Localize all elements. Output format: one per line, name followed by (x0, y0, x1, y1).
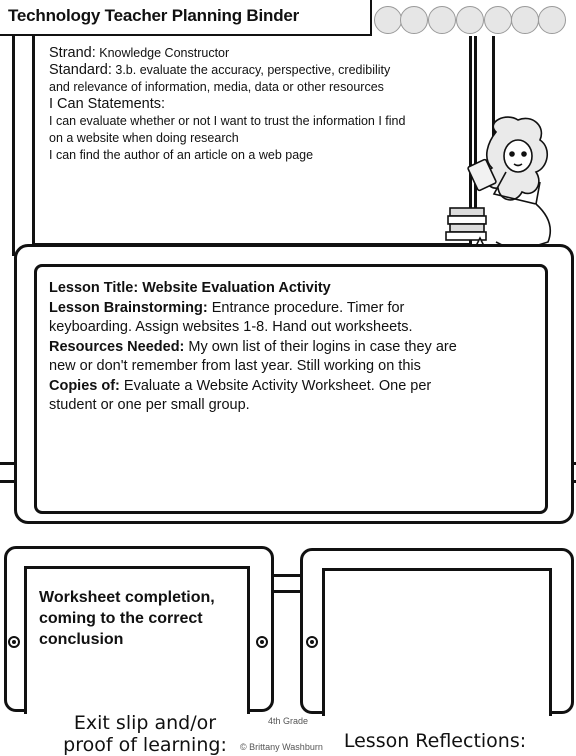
header-bar (0, 0, 372, 36)
decorative-circle (428, 6, 456, 34)
exit-slip-line: coming to the correct (39, 610, 203, 627)
resources-text-cont: new or don't remember from last year. Still working on this (49, 358, 421, 374)
strand-value: Knowledge Constructor (99, 46, 230, 60)
ican-statement: I can find the author of an article on a web page (49, 148, 314, 162)
decorative-circle (456, 6, 484, 34)
frame-line (270, 590, 300, 593)
copies-text-cont: student or one per small group. (49, 397, 250, 413)
decorative-circle (484, 6, 512, 34)
lesson-panel (34, 264, 548, 514)
lesson-title: Lesson Title: Website Evaluation Activity (49, 280, 331, 296)
caption-line: Exit slip and/or (73, 712, 217, 734)
exit-slip-text (39, 587, 249, 650)
resources-label: Resources Needed: (49, 338, 185, 355)
brainstorm-text: Entrance procedure. Timer for (211, 299, 405, 316)
page-title: Technology Teacher Planning Binder (8, 6, 300, 25)
exit-slip-caption (30, 712, 260, 756)
strand-label: Strand: (49, 45, 96, 61)
copies-label: Copies of: (49, 377, 120, 394)
header-divider (370, 0, 372, 36)
ican-statement-cont: on a website when doing research (49, 131, 239, 145)
decorative-circle (374, 6, 402, 34)
decorative-circle (538, 6, 566, 34)
standard-label: Standard: (49, 62, 112, 78)
ican-statement: I can evaluate whether or not I want to trust the information I find (49, 114, 406, 128)
resources-text: My own list of their logins in case they are (188, 338, 457, 355)
brainstorm-label: Lesson Brainstorming: (49, 299, 208, 316)
tablet-dot-icon (8, 636, 20, 648)
tablet-home-button-icon (256, 636, 268, 648)
decorative-circle (511, 6, 539, 34)
exit-slip-line: Worksheet completion, (39, 589, 215, 606)
tablet-dot-icon (306, 636, 318, 648)
standard-panel (32, 36, 472, 246)
credit-label: © Brittany Washburn (240, 742, 323, 752)
exit-slip-line: conclusion (39, 631, 124, 648)
brainstorm-text-cont: keyboarding. Assign websites 1-8. Hand out worksheets. (49, 319, 413, 335)
standard-text (49, 45, 469, 164)
ican-label: I Can Statements: (49, 96, 166, 112)
reflection-panel (322, 568, 552, 716)
frame-line (12, 36, 15, 256)
standard-value: 3.b. evaluate the accuracy, perspective, credibility (115, 63, 391, 77)
caption-line: proof of learning: (63, 734, 227, 756)
exit-slip-panel (24, 566, 250, 714)
frame-line (270, 574, 300, 577)
lesson-text (49, 279, 543, 416)
reflection-caption: Lesson Reflections: (343, 730, 527, 752)
copies-text: Evaluate a Website Activity Worksheet. One per (123, 377, 432, 394)
decorative-circle (400, 6, 428, 34)
grade-label: 4th Grade (268, 716, 309, 726)
standard-value-cont: and relevance of information, media, data or other resources (49, 80, 384, 94)
